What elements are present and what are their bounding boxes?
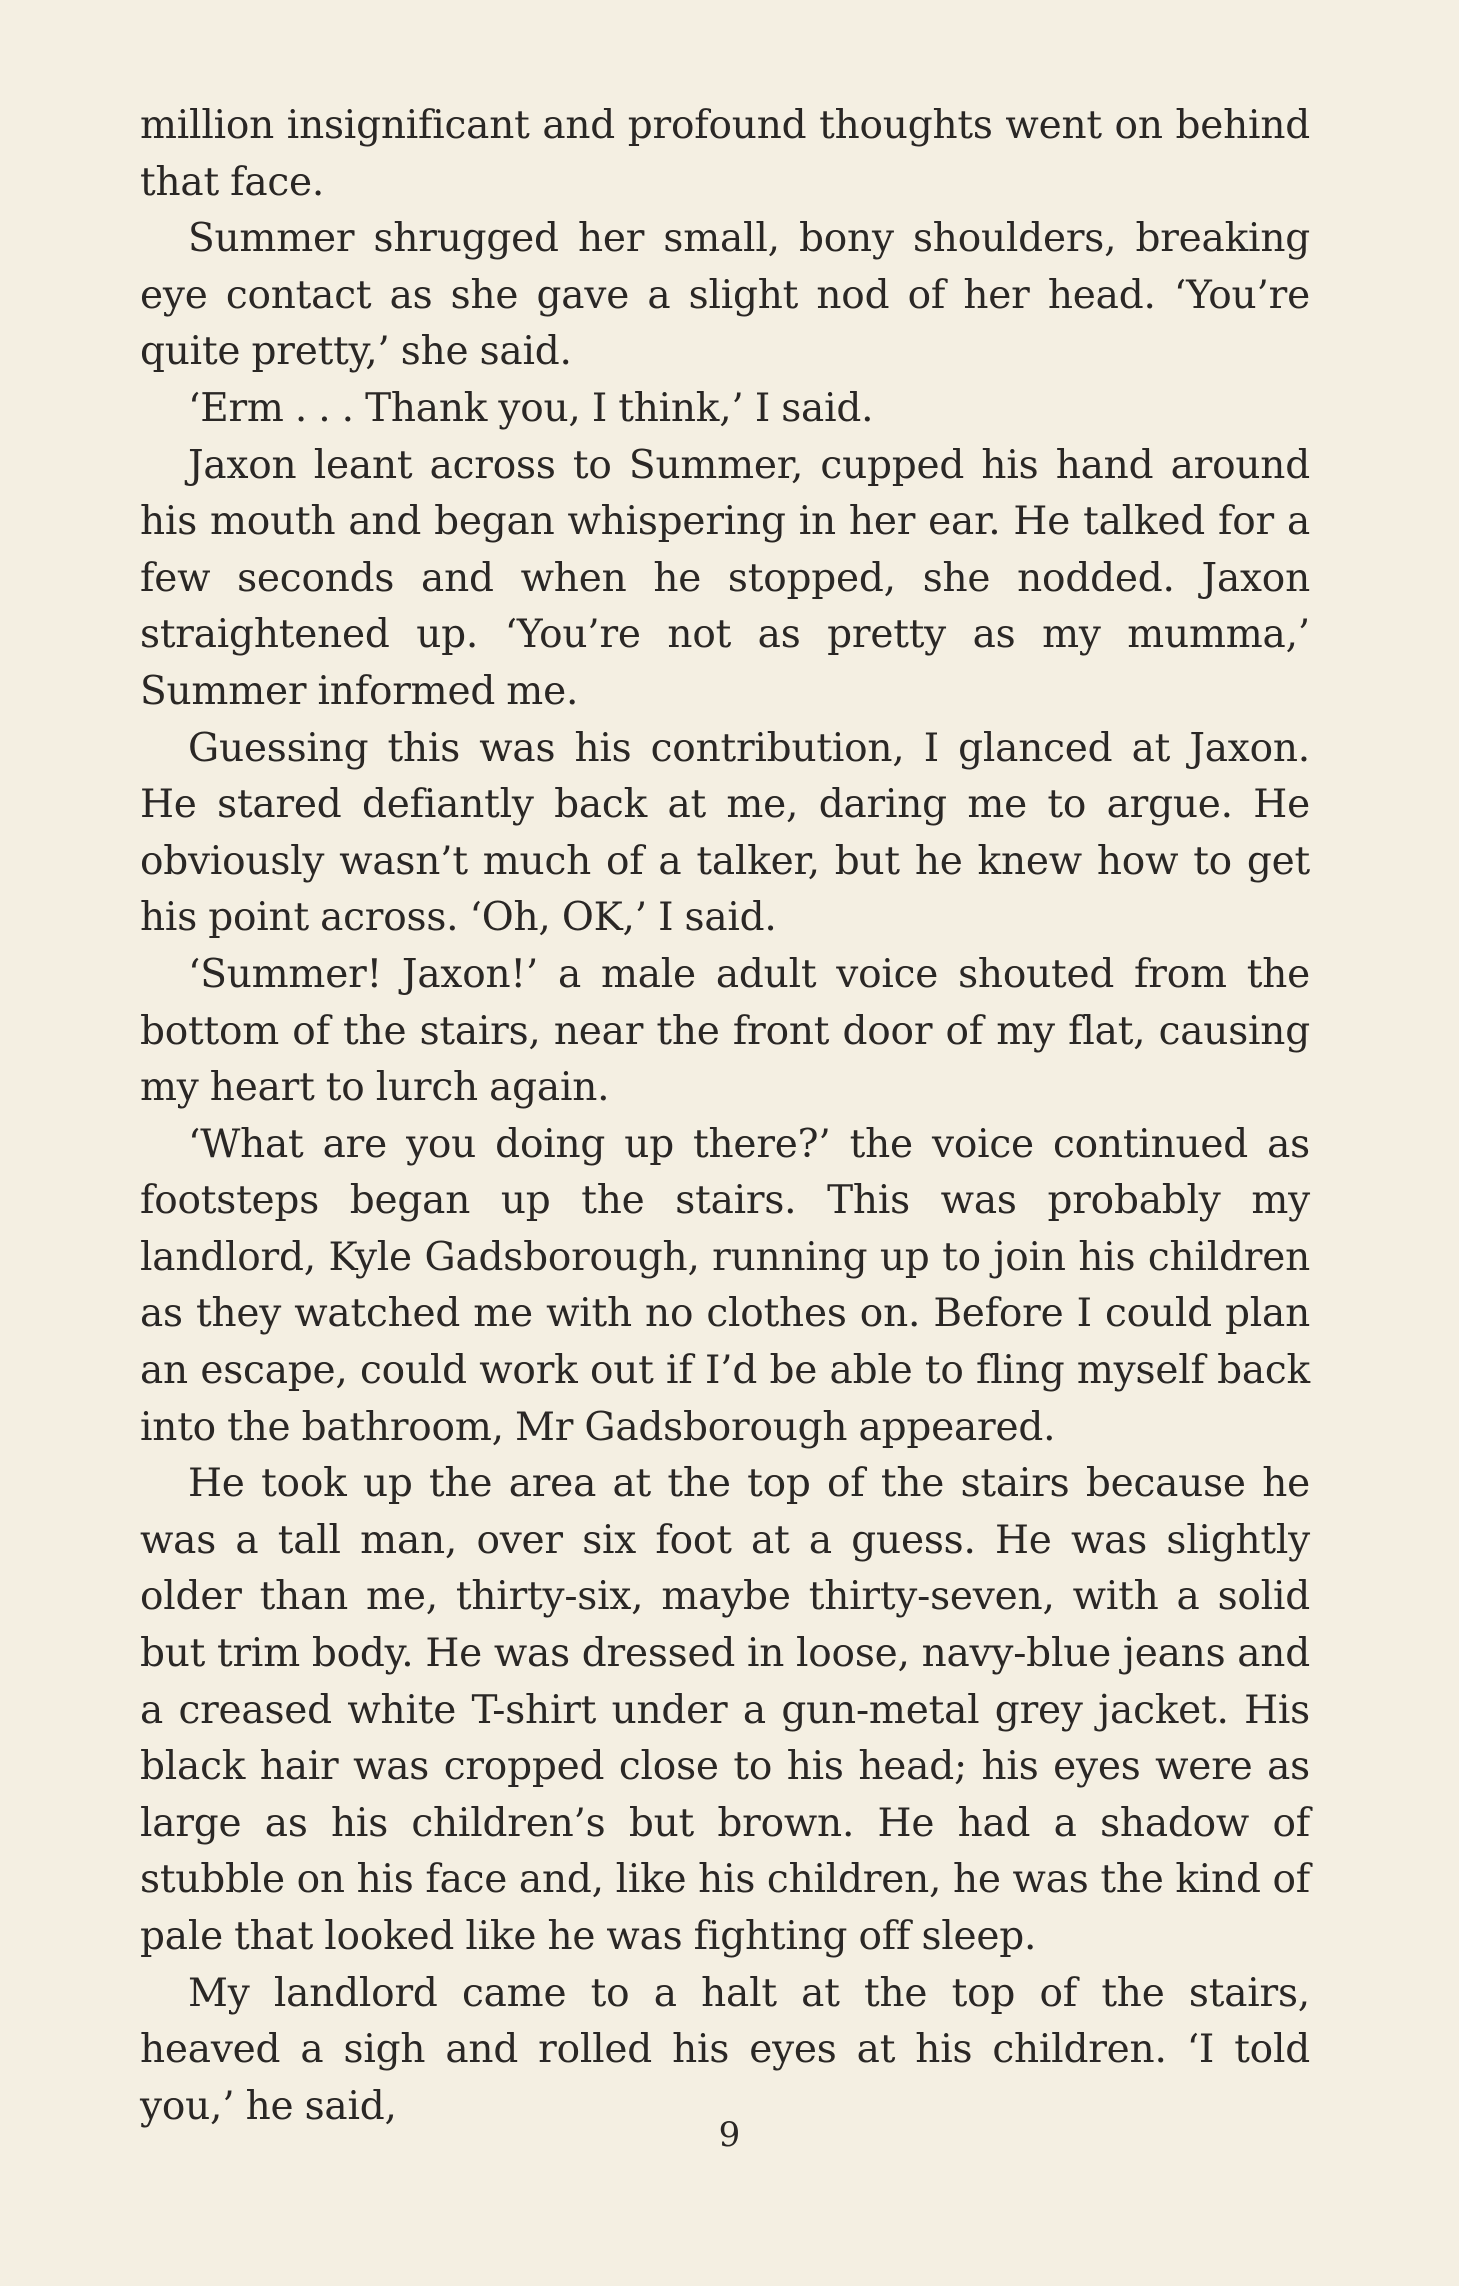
paragraph-3: ‘Erm . . . Thank you, I think,’ I said.: [188, 385, 874, 431]
paragraph-7: ‘What are you doing up there?’ the voice continued as footsteps began up the stairs. This was probably my landlord, Kyle Gadsborough, running up to join his children as they watched me with no clothes on. Before I could plan an escape, could work out if I’d be able to fling myself back into the bathroom, Mr Gadsborough appeared.: [140, 1121, 1310, 1450]
paragraph-2: Summer shrugged her small, bony shoulders, breaking eye contact as she gave a slight nod of her head. ‘You’re quite pretty,’ she said.: [140, 216, 1310, 375]
paragraph-8: He took up the area at the top of the stairs because he was a tall man, over six foot at a guess. He was slightly older than me, thirty-six, maybe thirty-seven, with a solid but trim body. He was dressed in loose, navy-blue jeans and a creased white T-shirt under a gun-metal grey jacket. His black hair was cropped close to his head; his eyes were as large as his children’s but brown. He had a shadow of stubble on his face and, like his children, he was the kind of pale that looked like he was fighting off sleep.: [140, 1461, 1310, 1959]
paragraph-1: million insignificant and profound thoughts went on behind that face.: [140, 103, 1310, 205]
page-number: 9: [718, 2115, 741, 2155]
body-text: [140, 98, 1310, 2135]
paragraph-5: Guessing this was his contribution, I glanced at Jaxon. He stared defiantly back at me, daring me to argue. He obviously wasn’t much of a talker, but he knew how to get his point across. ‘Oh, OK,’ I said.: [140, 725, 1310, 941]
paragraph-4: Jaxon leant across to Summer, cupped his hand around his mouth and began whispering in her ear. He talked for a few seconds and when he stopped, she nodded. Jaxon straightened up. ‘You’re not as pretty as my mumma,’ Summer informed me.: [140, 442, 1310, 714]
paragraph-9: My landlord came to a halt at the top of the stairs, heaved a sigh and rolled his eyes at his children. ‘I told you,’ he said,: [140, 1970, 1310, 2129]
paragraph-6: ‘Summer! Jaxon!’ a male adult voice shouted from the bottom of the stairs, near the front door of my flat, causing my heart to lurch again.: [140, 951, 1310, 1111]
